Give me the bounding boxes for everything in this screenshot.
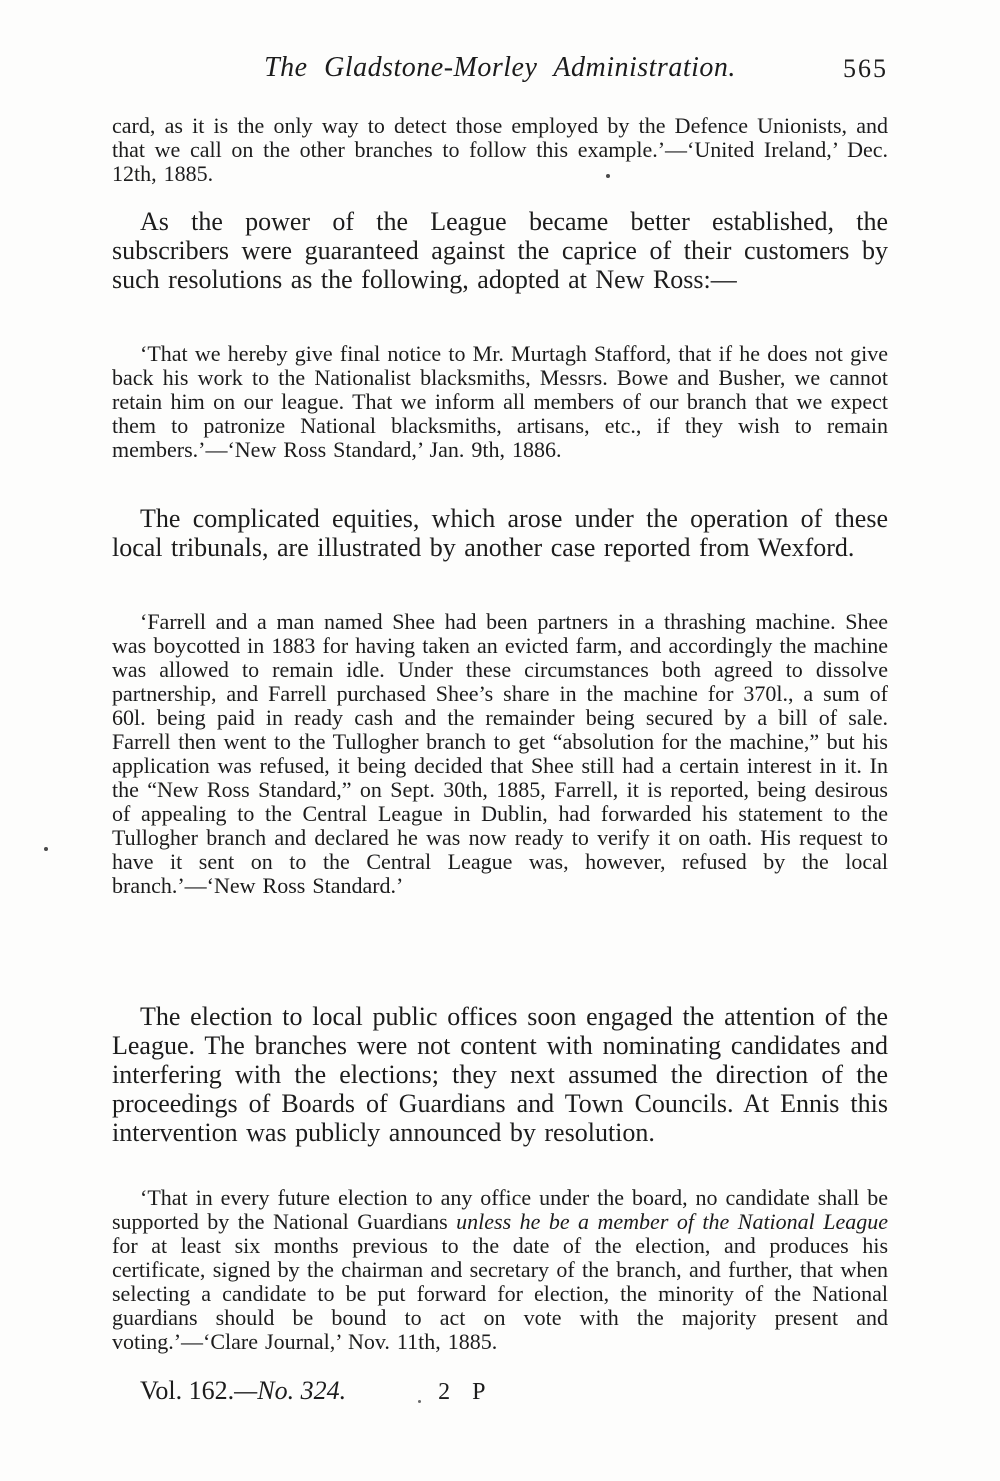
quote-segment: ‘That in every future election to any office under the board, no candidate shall be supported by the National Guardians bbox=[112, 1185, 888, 1234]
para-league-power: As the power of the League became better established, the subscribers were guaranteed against the caprice of their customers by such resolutions as the following, adopted at New Ross:— bbox=[112, 207, 888, 294]
scan-speck bbox=[606, 174, 610, 178]
scan-speck bbox=[44, 847, 48, 851]
quote-farrell-shee: ‘Farrell and a man named Shee had been partners in a thrashing machine. Shee was boycotted in 1883 for having taken an evicted farm, and accordingly the machine was allowed to remain idle. Under these circumstances both agreed to dissolve partnership, and Farrell purchased Shee’s share in the machine for 370l., a sum of 60l. being paid in ready cash and the remainder being secured by a bill of sale. Farrell then went to the Tullogher branch to get “absolution for the machine,” but his application was refused, it being decided that Shee still had a certain interest in it. In the “New Ross Standard,” on Sept. 30th, 1885, Farrell, it is reported, being desirous of appealing to the Central League in Dublin, had forwarded his statement to the Tullogher branch and declared he was now ready to verify it on oath. His request to have it sent on to the Central League was, however, refused by the local branch.’—‘New Ross Standard.’ bbox=[112, 609, 888, 898]
para-election-offices: The election to local public offices soon engaged the attention of the League. The branches were not content with nominating candidates and interfering with the elections; they next assumed the direction of the proceedings of Boards of Guardians and Town Councils. At Ennis this intervention was publicly announced by resolution. bbox=[112, 1002, 888, 1147]
quote-united-ireland: card, as it is the only way to detect those employed by the Defence Unionists, and that we call on the other branches to follow this example.’—‘United Ireland,’ Dec. 12th, 1885. bbox=[112, 113, 888, 186]
page-header bbox=[112, 52, 888, 84]
signature-mark: 2 P bbox=[438, 1379, 494, 1405]
scan-speck bbox=[418, 1400, 421, 1403]
quote-ennis-resolution bbox=[112, 1186, 888, 1354]
quote-new-ross-standard: ‘That we hereby give final notice to Mr. Murtagh Stafford, that if he does not give back his work to the Nationalist blacksmiths, Messrs. Bowe and Busher, we cannot retain him on our league. That we inform all members of our branch that we expect them to patronize National blacksmiths, artisans, etc., if they wish to remain members.’—‘New Ross Standard,’ Jan. 9th, 1886. bbox=[112, 341, 888, 462]
page-title: The Gladstone-Morley Administration. bbox=[264, 52, 736, 83]
volume-label: Vol. 162. bbox=[140, 1376, 235, 1405]
issue-label: —No. 324. bbox=[234, 1376, 347, 1405]
quote-segment: for at least six months previous to the date of the election, and produces his certificate, signed by the chairman and secretary of the branch, and further, that when selecting a candidate to be put forward for election, the minority of the National guardians should be bound to act on vote with the majority present and voting.’—‘Clare Journal,’ Nov. 11th, 1885. bbox=[112, 1233, 888, 1354]
page-number: 565 bbox=[843, 54, 888, 83]
quote-segment-italic: unless he be a member of the National League bbox=[456, 1209, 889, 1234]
para-complicated-equities: The complicated equities, which arose under the operation of these local tribunals, are illustrated by another case reported from Wexford. bbox=[112, 504, 888, 562]
page-footer bbox=[140, 1376, 888, 1406]
